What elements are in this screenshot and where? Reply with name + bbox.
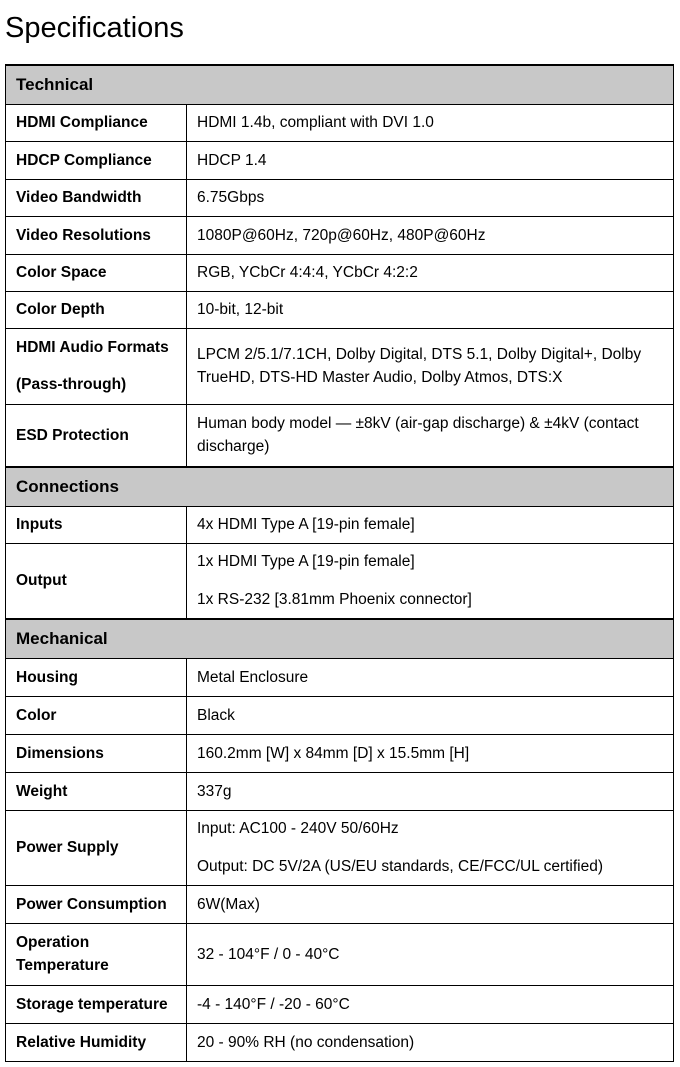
spec-value xyxy=(187,696,674,734)
spec-label-text: Power Consumption xyxy=(16,895,167,913)
section-heading: Mechanical xyxy=(6,619,674,658)
spec-label-text: Output xyxy=(16,572,67,590)
spec-label xyxy=(6,885,187,923)
spec-value xyxy=(187,985,674,1023)
table-row xyxy=(6,658,674,696)
spec-value-text: 160.2mm [W] x 84mm [D] x 15.5mm [H] xyxy=(197,744,470,762)
spec-value-text: LPCM 2/5.1/7.1CH, Dolby Digital, DTS 5.1, Dolby Digital+, Dolby TrueHD, DTS-HD Master Audio, Dolby Atmos, DTS:X xyxy=(197,346,642,386)
spec-label-text: HDMI Compliance xyxy=(16,114,148,131)
table-row xyxy=(6,104,674,141)
spec-value-text: 20 - 90% RH (no condensation) xyxy=(197,1033,415,1051)
spec-label xyxy=(6,658,187,696)
spec-label-text: Operation Temperature xyxy=(16,934,109,974)
table-row xyxy=(6,179,674,216)
spec-label xyxy=(6,923,187,985)
table-row xyxy=(6,404,674,467)
spec-label xyxy=(6,291,187,328)
section-header-mechanical xyxy=(6,619,674,658)
spec-value-text: 10-bit, 12-bit xyxy=(197,301,284,318)
page-title: Specifications xyxy=(5,12,184,44)
spec-label-text: Video Bandwidth xyxy=(16,189,142,206)
spec-label-text: Color Depth xyxy=(16,301,105,318)
spec-label-text: ESD Protection xyxy=(16,426,129,444)
spec-value xyxy=(187,885,674,923)
spec-value xyxy=(187,506,674,543)
table-row xyxy=(6,734,674,772)
spec-label xyxy=(6,141,187,179)
spec-label xyxy=(6,1023,187,1061)
spec-label-text: (Pass-through) xyxy=(16,376,127,393)
spec-value xyxy=(187,141,674,179)
spec-label xyxy=(6,216,187,254)
spec-label-text: Weight xyxy=(16,782,68,800)
table-row xyxy=(6,543,674,619)
spec-value-text: Output: DC 5V/2A (US/EU standards, CE/FCC/UL certified) xyxy=(197,858,604,875)
spec-value-text: 32 - 104°F / 0 - 40°C xyxy=(197,945,340,963)
spec-label xyxy=(6,734,187,772)
spec-value-text: 1080P@60Hz, 720p@60Hz, 480P@60Hz xyxy=(197,226,486,244)
spec-value-text: Input: AC100 - 240V 50/60Hz xyxy=(197,820,399,837)
table-row xyxy=(6,141,674,179)
spec-value xyxy=(187,543,674,619)
spec-label xyxy=(6,772,187,810)
spec-label-text: Storage temperature xyxy=(16,995,168,1013)
spec-value-text: 4x HDMI Type A [19-pin female] xyxy=(197,516,415,533)
spec-label xyxy=(6,543,187,619)
spec-label xyxy=(6,254,187,291)
spec-label-text: Inputs xyxy=(16,516,63,533)
spec-value xyxy=(187,254,674,291)
spec-label-text: Video Resolutions xyxy=(16,226,151,244)
spec-label-text: Power Supply xyxy=(16,839,119,856)
spec-value xyxy=(187,328,674,404)
spec-value-text: 1x HDMI Type A [19-pin female] xyxy=(197,553,415,571)
spec-label-text: Dimensions xyxy=(16,744,104,762)
spec-label-text: HDCP Compliance xyxy=(16,151,152,169)
spec-label xyxy=(6,696,187,734)
spec-value-text: 1x RS-232 [3.81mm Phoenix connector] xyxy=(197,591,472,609)
section-header-technical xyxy=(6,65,674,104)
spec-value xyxy=(187,772,674,810)
spec-label-text: Housing xyxy=(16,668,78,686)
spec-label xyxy=(6,985,187,1023)
spec-label xyxy=(6,179,187,216)
spec-value-text: Human body model — ±8kV (air-gap discharge) & ±4kV (contact discharge) xyxy=(197,415,639,456)
spec-value-text: Metal Enclosure xyxy=(197,668,309,686)
spec-value-text: Black xyxy=(197,706,235,724)
spec-value xyxy=(187,923,674,985)
table-row xyxy=(6,216,674,254)
spec-label xyxy=(6,506,187,543)
table-row xyxy=(6,328,674,404)
spec-label xyxy=(6,104,187,141)
specifications-table xyxy=(5,64,674,1062)
spec-value xyxy=(187,404,674,467)
table-row xyxy=(6,772,674,810)
spec-label xyxy=(6,810,187,885)
table-row xyxy=(6,254,674,291)
section-heading: Connections xyxy=(6,467,674,506)
spec-value xyxy=(187,810,674,885)
specifications-table-body xyxy=(6,65,674,1061)
spec-value xyxy=(187,291,674,328)
table-row xyxy=(6,985,674,1023)
table-row xyxy=(6,1023,674,1061)
spec-label-text: HDMI Audio Formats xyxy=(16,339,169,356)
spec-value xyxy=(187,1023,674,1061)
section-heading: Technical xyxy=(6,65,674,104)
spec-value-text: HDMI 1.4b, compliant with DVI 1.0 xyxy=(197,114,434,131)
spec-value-text: 6W(Max) xyxy=(197,895,260,913)
spec-label xyxy=(6,328,187,404)
table-row xyxy=(6,885,674,923)
spec-value-text: HDCP 1.4 xyxy=(197,151,267,169)
section-header-connections xyxy=(6,467,674,506)
spec-label-text: Color xyxy=(16,706,57,724)
spec-value xyxy=(187,658,674,696)
table-row xyxy=(6,291,674,328)
spec-label xyxy=(6,404,187,467)
spec-value-text: 337g xyxy=(197,782,232,800)
table-row xyxy=(6,810,674,885)
spec-value-text: 6.75Gbps xyxy=(197,189,265,206)
table-row xyxy=(6,506,674,543)
table-row xyxy=(6,696,674,734)
spec-value xyxy=(187,104,674,141)
spec-value xyxy=(187,179,674,216)
spec-value xyxy=(187,734,674,772)
table-row xyxy=(6,923,674,985)
spec-label-text: Relative Humidity xyxy=(16,1033,147,1051)
spec-label-text: Color Space xyxy=(16,264,107,281)
spec-value xyxy=(187,216,674,254)
spec-value-text: -4 - 140°F / -20 - 60°C xyxy=(197,995,350,1013)
spec-value-text: RGB, YCbCr 4:4:4, YCbCr 4:2:2 xyxy=(197,264,418,281)
